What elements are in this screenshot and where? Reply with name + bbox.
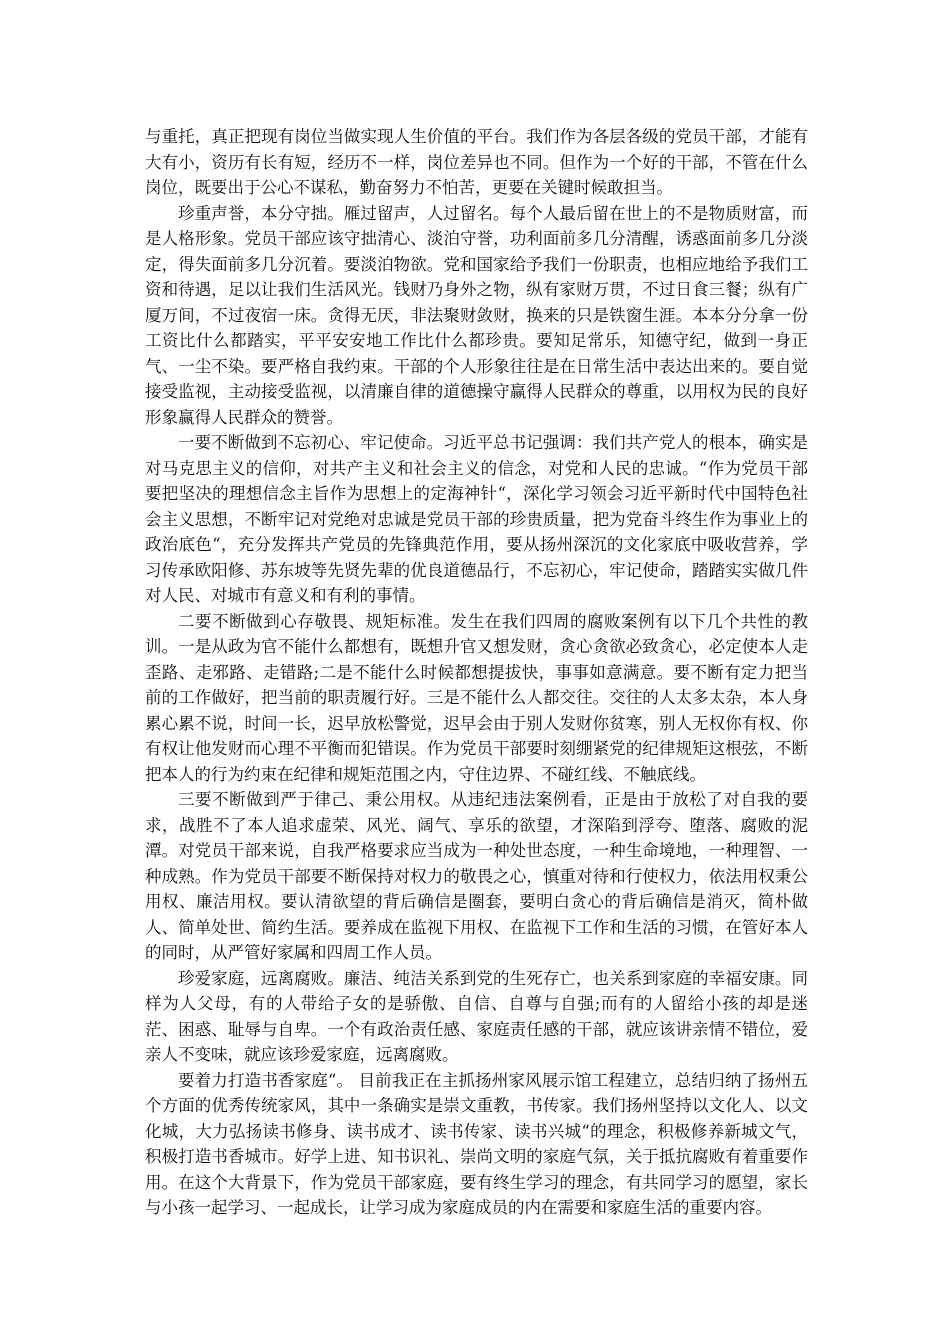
paragraph-self-discipline: 三要不断做到严于律己、秉公用权。从违纪违法案例看，正是由于放松了对自我的要求，战胜不了本人追求虚荣、风光、阔气、享乐的欲望，才深陷到浮夸、堕落、腐败的泥潭。对党员干部来说，自我严格要求应当成为一种处世态度，一种生命境地，一种理智、一种成熟。作为党员干部要不断保持对权力的敬畏之心，慎重对待和行使权力，依法用权秉公用权、廉洁用权。要认清欲望的背后确信是圈套，要明白贪心的背后确信是消灭，简朴做人、简单处世、简约生活。要养成在监视下用权、在监视下工作和生活的习惯，在管好本人的同时，从严管好家属和四周工作人员。 — [145, 790, 808, 962]
paragraph-awe-rules: 二要不断做到心存敬畏、规矩标准。发生在我们四周的腐败案例有以下几个共性的教训。一是从政为官不能什么都想有，既想升官又想发财，贪心贪欲必致贪心，必定使本人走歪路、走邪路、走错路;二是不能什么时候都想提拔快，事事如意满意。要不断有定力把当前的工作做好，把当前的职责履行好。三是不能什么人都交往。交往的人太多太杂，本人身累心累不说，时间一长，迟早放松警觉，迟早会由于别人发财你贫寒，别人无权你有权、你有权让他发财而心理不平衡而犯错误。作为党员干部要时刻绷紧党的纪律规矩这根弦，不断把本人的行为约束在纪律和规矩范围之内，守住边界、不碰红线、不触底线。 — [145, 611, 808, 784]
paragraph-continued: 与重托，真正把现有岗位当做实现人生价值的平台。我们作为各层各级的党员干部，才能有大有小，资历有长有短，经历不一样，岗位差异也不同。但作为一个好的干部，不管在什么岗位，既要出于公心不谋私，勤奋努力不怕苦，更要在关键时候敢担当。 — [145, 127, 808, 197]
paragraph-scholarly-family: 要着力打造书香家庭“。 目前我正在主抓扬州家风展示馆工程建立，总结归纳了扬州五个方面的优秀传统家风，其中一条确实是崇文重教，书传家。我们扬州坚持以文化人、以文化城，大力弘扬读书修身、读书成才、读书传家、读书兴城“的理念，积极修养新城文气，积极打造书香城市。好学上进、知书识礼、崇尚文明的家庭气氛，关于抵抗腐败有着重要作用。在这个大背景下，作为党员干部家庭，要有终生学习的理念，有共同学习的愿望，家长与小孩一起学习、一起成长，让学习成为家庭成员的内在需要和家庭生活的重要内容。 — [145, 1070, 808, 1217]
document-body — [145, 124, 808, 1221]
paragraph-reputation: 珍重声誉，本分守拙。雁过留声，人过留名。每个人最后留在世上的不是物质财富，而是人格形象。党员干部应该守拙清心、淡泊守誉，功利面前多几分清醒，诱惑面前多几分淡定，得失面前多几分沉着。要淡泊物欲。党和国家给予我们一份职责，也相应地给予我们工资和待遇，足以让我们生活风光。钱财乃身外之物，纵有家财万贯，不过日食三餐；纵有广厦万间，不过夜宿一床。贪得无厌，非法聚财敛财，换来的只是铁窗生涯。本本分分拿一份工资比什么都踏实，平平安安地工作比什么都珍贵。要知足常乐，知德守纪，做到一身正气、一尘不染。要严格自我约束。干部的个人形象往往是在日常生活中表达出来的。要自觉接受监视，主动接受监视，以清廉自律的道德操守赢得人民群众的尊重，以用权为民的良好形象赢得人民群众的赞誉。 — [145, 203, 808, 427]
paragraph-cherish-family: 珍爱家庭，远离腐败。廉洁、纯洁关系到党的生死存亡，也关系到家庭的幸福安康。同样为人父母，有的人带给子女的是骄傲、自信、自尊与自强;而有的人留给小孩的却是迷茫、困惑、耻辱与自卑。一个有政治责任感、家庭责任感的干部，就应该讲亲情不错位，爱亲人不变味，就应该珍爱家庭，远离腐败。 — [145, 968, 808, 1064]
paragraph-original-aspiration: 一要不断做到不忘初心、牢记使命。习近平总书记强调：我们共产党人的根本，确实是对马克思主义的信仰，对共产主义和社会主义的信念，对党和人民的忠诚。“作为党员干部要把坚决的理想信念主旨作为思想上的定海神针“，深化学习领会习近平新时代中国特色社会主义思想，不断牢记对党绝对忠诚是党员干部的珍贵质量，把为党奋斗终生作为事业上的政治底色“，充分发挥共产党员的先锋典范作用，要从扬州深沉的文化家底中吸收营养，学习传承欧阳修、苏东坡等先贤先辈的优良道德品行，不忘初心，牢记使命，踏踏实实做几件对人民、对城市有意义和有利的事情。 — [145, 433, 808, 605]
